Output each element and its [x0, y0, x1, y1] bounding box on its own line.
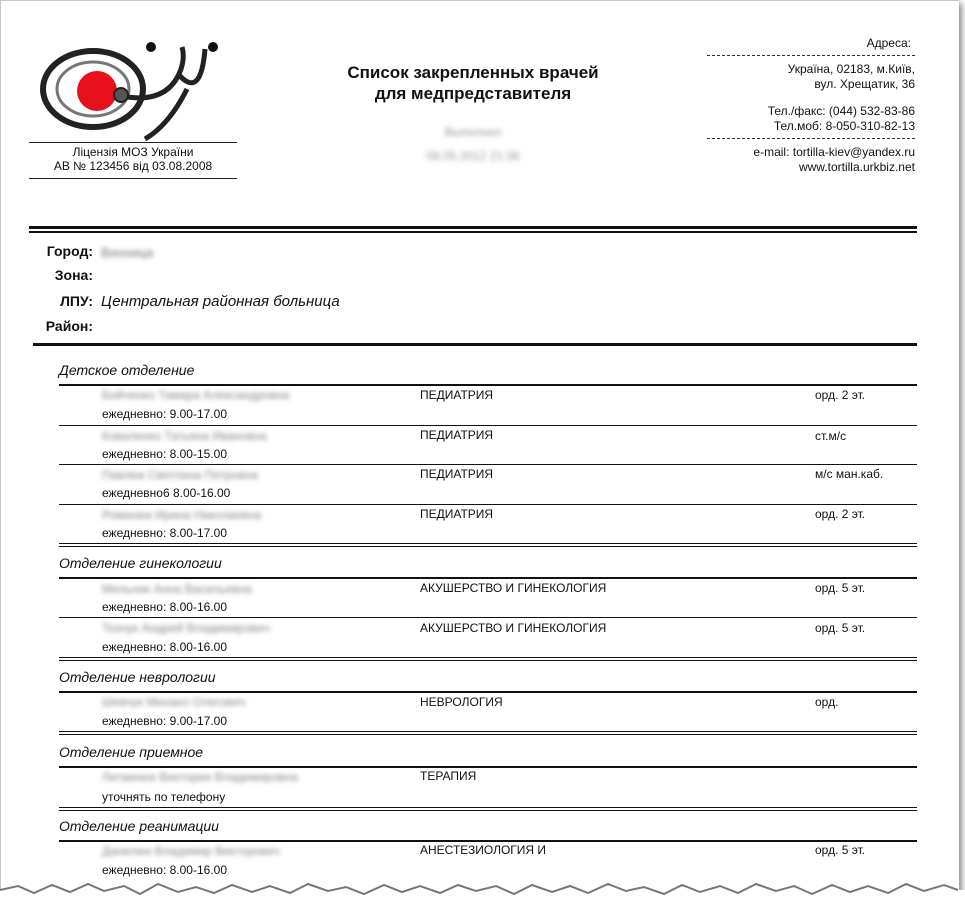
info-divider	[33, 343, 917, 346]
zone-label: Зона:	[54, 267, 93, 283]
generated-at: 08.05.2012 21:36	[426, 149, 520, 163]
department-title: Детское отделение	[59, 362, 195, 378]
address-line-2: вул. Хрещатик, 36	[814, 77, 915, 91]
doctor-hours: ежедневно6 8.00-16.00	[102, 486, 231, 500]
title-line-1: Список закрепленных врачей	[347, 63, 599, 82]
email: e-mail: tortilla-kiev@yandex.ru	[753, 145, 915, 159]
department-title: Отделение реанимации	[59, 818, 219, 834]
doctor-room: орд. 2 эт.	[815, 507, 866, 521]
district-label: Район:	[45, 318, 93, 334]
lpu-value: Центральная районная больница	[101, 293, 340, 310]
city-label: Город:	[46, 243, 93, 259]
department-rule	[59, 766, 917, 768]
doctor-specialty: НЕВРОЛОГИЯ	[420, 695, 503, 709]
doctor-name: Романюк Ирина Николаевна	[102, 508, 262, 522]
doctor-specialty: ПЕДИАТРИЯ	[420, 428, 494, 442]
doctor-room: орд. 5 эт.	[815, 843, 866, 857]
department-rule	[59, 384, 917, 386]
doctor-hours: уточнять по телефону	[102, 790, 226, 804]
doctor-room: ст.м/с	[815, 429, 847, 443]
department-rule	[59, 840, 917, 842]
doctor-hours: ежедневно: 8.00-15.00	[102, 447, 228, 461]
doctor-hours: ежедневно: 9.00-17.00	[102, 714, 228, 728]
license-line-2: АВ № 123456 від 03.08.2008	[53, 159, 213, 173]
department-title: Отделение неврологии	[59, 669, 216, 685]
doctor-room: орд. 5 эт.	[815, 581, 866, 595]
doctor-name: Павлюк Светлана Петровна	[102, 468, 259, 482]
doctor-specialty: АКУШЕРСТВО И ГИНЕКОЛОГИЯ	[420, 621, 607, 635]
department-end-rule	[59, 657, 917, 661]
doctor-specialty: ТЕРАПИЯ	[420, 769, 477, 783]
doctor-room: орд. 2 эт.	[815, 388, 866, 402]
mobile: Тел.моб: 8-050-310-82-13	[773, 119, 915, 133]
row-rule	[59, 464, 917, 465]
license-box	[29, 142, 237, 179]
document-title	[301, 62, 645, 104]
department-title: Отделение приемное	[59, 744, 204, 760]
doctor-specialty: АКУШЕРСТВО И ГИНЕКОЛОГИЯ	[420, 581, 607, 595]
row-rule	[59, 617, 917, 618]
doctor-hours: ежедневно: 8.00-16.00	[102, 640, 228, 654]
lpu-row	[29, 293, 909, 313]
torn-edge	[0, 866, 965, 906]
doctor-room: м/с ман.каб.	[815, 467, 884, 481]
title-line-2: для медпредставителя	[374, 84, 572, 103]
district-row	[29, 318, 909, 338]
doctor-name: Данилюк Владимир Викторович	[102, 844, 280, 858]
address-block	[707, 36, 915, 175]
header-divider	[29, 226, 917, 233]
doctor-hours: ежедневно: 8.00-17.00	[102, 526, 228, 540]
department-title: Отделение гинекологии	[59, 555, 222, 571]
row-rule	[59, 425, 917, 426]
city-value: Винница	[101, 245, 154, 260]
city-row	[29, 243, 909, 263]
department-rule	[59, 691, 917, 693]
doctor-specialty: ПЕДИАТРИЯ	[420, 467, 494, 481]
address-divider-2	[707, 138, 915, 139]
address-label: Адреса:	[866, 36, 911, 50]
doctor-specialty: ПЕДИАТРИЯ	[420, 388, 494, 402]
generated-by: Выполнил	[444, 125, 502, 139]
doctor-name: Литвинюк Виктория Владимировна	[102, 770, 299, 784]
doctor-specialty: ПЕДИАТРИЯ	[420, 507, 494, 521]
address-line-1: Україна, 02183, м.Київ,	[787, 62, 915, 76]
doctor-specialty: АНЕСТЕЗИОЛОГИЯ И	[420, 843, 547, 857]
address-divider	[707, 55, 915, 56]
lpu-label: ЛПУ:	[60, 293, 93, 309]
department-rule	[59, 577, 917, 579]
phone: Тел./факс: (044) 532-83-86	[767, 104, 915, 118]
doctor-name: Бойченко Тамара Александровна	[102, 388, 290, 402]
row-rule	[59, 504, 917, 505]
doctor-name: Шевчук Михаил Олегович	[102, 695, 246, 709]
department-end-rule	[59, 731, 917, 735]
department-end-rule	[59, 543, 917, 547]
doctor-room: орд.	[815, 695, 839, 709]
doctor-hours: ежедневно: 8.00-16.00	[102, 600, 228, 614]
zone-row	[29, 267, 909, 287]
doctor-name: Коваленко Татьяна Ивановна	[102, 429, 267, 443]
doctor-hours: ежедневно: 8.00-16.00	[102, 863, 228, 877]
doctor-room: орд. 5 эт.	[815, 621, 866, 635]
doctor-hours: ежедневно: 9.00-17.00	[102, 407, 228, 421]
website: www.tortilla.urkbiz.net	[798, 160, 915, 174]
stethoscope-logo	[37, 39, 227, 151]
doctor-name: Мельник Анна Васильевна	[102, 582, 252, 596]
department-end-rule	[59, 807, 917, 811]
doctor-name: Ткачук Андрей Владимирович	[102, 621, 270, 635]
license-line-1: Ліцензія МОЗ України	[72, 145, 194, 159]
